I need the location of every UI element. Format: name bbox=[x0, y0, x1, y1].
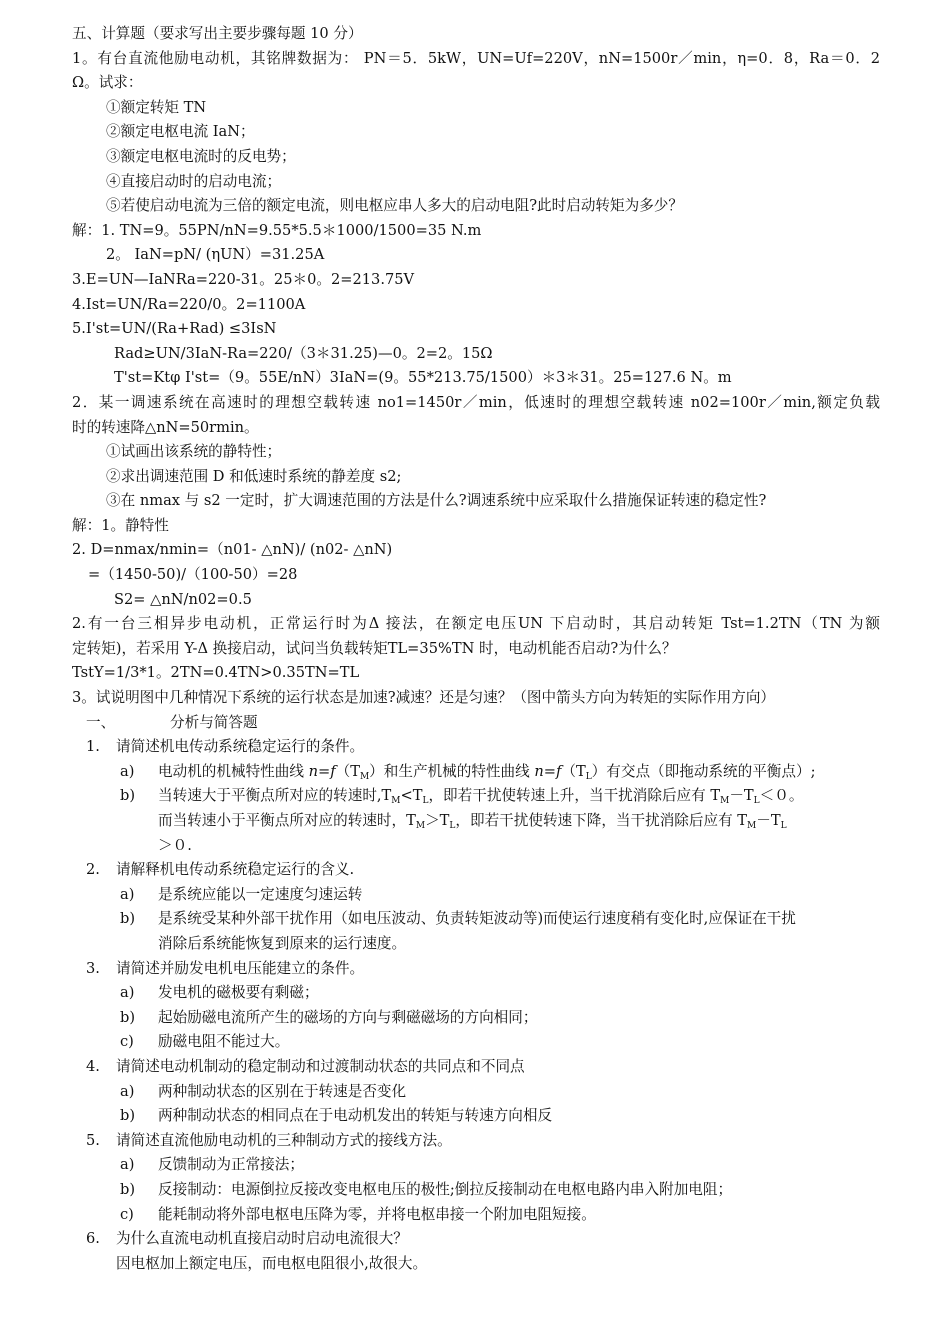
section2-heading bbox=[72, 711, 880, 736]
sub-item: c) 能耗制动将外部电枢电压降为零，并将电枢串接一个附加电阻短接。 bbox=[72, 1203, 880, 1228]
sub-item-label: c) bbox=[120, 1033, 134, 1051]
item-number: 4. bbox=[86, 1057, 100, 1075]
item-number: 3. bbox=[86, 959, 100, 977]
q2-item-1: ①试画出该系统的静特性； bbox=[106, 443, 282, 461]
q1-line-2: Ω。试求： bbox=[72, 74, 143, 92]
list-item bbox=[72, 957, 880, 982]
sub-item-label: a) bbox=[120, 1156, 135, 1174]
list-item bbox=[72, 1129, 880, 1154]
list-item bbox=[72, 735, 880, 760]
section-title: 五、计算题（要求写出主要步骤每题 10 分） bbox=[72, 25, 363, 42]
list-item bbox=[72, 1055, 880, 1080]
sol1-line-1: 解：1. TN=9。55PN/nN=9.55*5.5＊1000/1500=35 N.m bbox=[72, 221, 482, 239]
sol2-line-1: 解：1。静特性 bbox=[72, 516, 169, 534]
sub-item: a) 两种制动状态的区别在于转速是否变化 bbox=[72, 1080, 880, 1105]
section2-title: 分析与简答题 bbox=[170, 713, 258, 731]
sub-item: b) 两种制动状态的相同点在于电动机发出的转矩与转速方向相反 bbox=[72, 1104, 880, 1129]
q3-line-2: 定转矩)，若采用 Y-Δ 换接启动，试问当负载转矩TL=35%TN 时，电动机能否启动?为什么？ bbox=[72, 639, 677, 657]
q1-item-1: ①额定转矩 TN bbox=[106, 98, 207, 116]
item-text: 请简述电动机制动的稳定制动和过渡制动状态的共同点和不同点 bbox=[116, 1057, 525, 1075]
sub-item: a) 是系统应能以一定速度匀速运转 bbox=[72, 883, 880, 908]
sol2-line-2: 2. D=nmax/nmin=（n01- △nN)/ (n02- △nN) bbox=[72, 541, 393, 559]
list-item bbox=[72, 1227, 880, 1252]
item-number: 1. bbox=[86, 738, 100, 756]
item-number: 5. bbox=[86, 1131, 100, 1149]
sub-item-label: c) bbox=[120, 1205, 134, 1223]
sub-item: a) 电动机的机械特性曲线 $n=f(T_M)$和生产机械的特性曲线 $n=f(T_L)$有交点（即拖动系统的平衡点）; bbox=[72, 760, 880, 785]
q1-item-5: ⑤若使启动电流为三倍的额定电流，则电枢应串人多大的启动电阻?此时启动转矩为多少？ bbox=[106, 197, 683, 215]
q3-answer: TstY=1/3*1。2TN=0.4TN>0.35TN=TL bbox=[72, 664, 360, 682]
sub-item-label: b) bbox=[120, 1180, 136, 1198]
sol1-line-7: T'st=Ktφ I'st=（9。55E/nN）3IaN=(9。55*213.75/1500）＊3＊31。25=127.6 N。m bbox=[114, 369, 732, 387]
q1-item-3: ③额定电枢电流时的反电势； bbox=[106, 147, 296, 165]
sub-item-label: a) bbox=[120, 885, 135, 903]
item-number: 2. bbox=[86, 861, 100, 879]
q2-line-2: 时的转速降△nN=50rmin。 bbox=[72, 418, 259, 436]
q2-item-2: ②求出调速范围 D 和低速时系统的静差度 s2; bbox=[106, 467, 402, 485]
sub-item-continuation: 消除后系统能恢复到原来的运行速度。 bbox=[158, 934, 407, 952]
sub-item-continuation: ＞０. bbox=[158, 836, 192, 854]
item-text: 请解释机电传动系统稳定运行的含义. bbox=[116, 861, 355, 879]
sub-item-label: b) bbox=[120, 787, 136, 805]
item-text: 请简述机电传动系统稳定运行的条件。 bbox=[116, 738, 365, 756]
q1-item-4: ④直接启动时的启动电流； bbox=[106, 172, 282, 190]
sub-item: b) 是系统受某种外部干扰作用（如电压波动、负责转矩波动等)而使运行速度稍有变化时,应保证在干扰 bbox=[72, 907, 880, 932]
q2-line-1: 2．某一调速系统在高速时的理想空载转速 no1=1450r／min，低速时的理想空载转速 n02=100r／min,额定负载 bbox=[72, 393, 880, 411]
sub-item-label: b) bbox=[120, 910, 136, 928]
q4-line-1: 3。试说明图中几种情况下系统的运行状态是加速?减速？还是匀速？（图中箭头方向为转矩的实际作用方向） bbox=[72, 689, 776, 707]
sol1-line-4: 4.Ist=UN/Ra=220/0。2=1100A bbox=[72, 295, 306, 313]
sol1-line-3: 3.E=UN—IaNRa=220-31。25＊0。2=213.75V bbox=[72, 270, 415, 288]
item-number: 6. bbox=[86, 1230, 100, 1248]
item-text: 请简述并励发电机电压能建立的条件。 bbox=[116, 959, 365, 977]
sub-item-label: b) bbox=[120, 1107, 136, 1125]
sub-item-label: a) bbox=[120, 1082, 135, 1100]
sub-item: b) 起始励磁电流所产生的磁场的方向与剩磁磁场的方向相同； bbox=[72, 1006, 880, 1031]
item-text: 请简述直流他励电动机的三种制动方式的接线方法。 bbox=[116, 1131, 452, 1149]
sol1-line-2: 2。 IaN=pN/ (ηUN）=31.25A bbox=[106, 246, 325, 264]
sol1-line-6: Rad≥UN/3IaN-Ra=220/（3＊31.25)—0。2=2。15Ω bbox=[114, 344, 493, 362]
sub-item: c) 励磁电阻不能过大。 bbox=[72, 1030, 880, 1055]
sub-item: b) 当转速大于平衡点所对应的转速时$,T_M<T_L$，即若干扰使转速上升，当干扰消除后应有 $T_M-T_L<0$。 bbox=[72, 784, 880, 809]
sub-item-continuation: 而当转速小于平衡点所对应的转速时，$T_M>T_L$，即若干扰使转速下降，当干扰消除后应有 $T_M-T_L$ bbox=[158, 812, 787, 831]
sub-item-label: a) bbox=[120, 762, 135, 780]
q2-item-3: ③在 nmax 与 s2 一定时，扩大调速范围的方法是什么?调速系统中应采取什么措施保证转速的稳定性? bbox=[106, 492, 767, 510]
q1-line-1: 1。有台直流他励电动机，其铭牌数据为： PN＝5．5kW，UN=Uf=220V，nN=1500r／min，η=0．8，Ra＝0．2 bbox=[72, 49, 880, 67]
item-text: 为什么直流电动机直接启动时启动电流很大？ bbox=[116, 1230, 408, 1248]
list-item bbox=[72, 858, 880, 883]
sol1-line-5: 5.I'st=UN/(Ra+Rad) ≤3IsN bbox=[72, 320, 277, 338]
sub-item-label: b) bbox=[120, 1008, 136, 1026]
sub-item: a) 反馈制动为正常接法； bbox=[72, 1153, 880, 1178]
q1-item-2: ②额定电枢电流 IaN； bbox=[106, 123, 255, 141]
q3-line-1: 2.有一台三相异步电动机，正常运行时为Δ 接法，在额定电压UN 下启动时，其启动转矩 Tst=1.2TN（TN 为额 bbox=[72, 615, 880, 633]
sub-item-label: a) bbox=[120, 984, 135, 1002]
sol2-line-4: S2= △nN/n02=0.5 bbox=[114, 590, 252, 608]
sub-item: a) 发电机的磁极要有剩磁； bbox=[72, 981, 880, 1006]
sol2-line-3: =（1450-50)/（100-50）=28 bbox=[88, 566, 298, 584]
item-answer: 因电枢加上额定电压，而电枢电阻很小,故很大。 bbox=[116, 1254, 428, 1272]
sub-item: b) 反接制动：电源倒拉反接改变电枢电压的极性;倒拉反接制动在电枢电路内串入附加电阻； bbox=[72, 1178, 880, 1203]
section2-number: 一、 bbox=[86, 713, 116, 731]
